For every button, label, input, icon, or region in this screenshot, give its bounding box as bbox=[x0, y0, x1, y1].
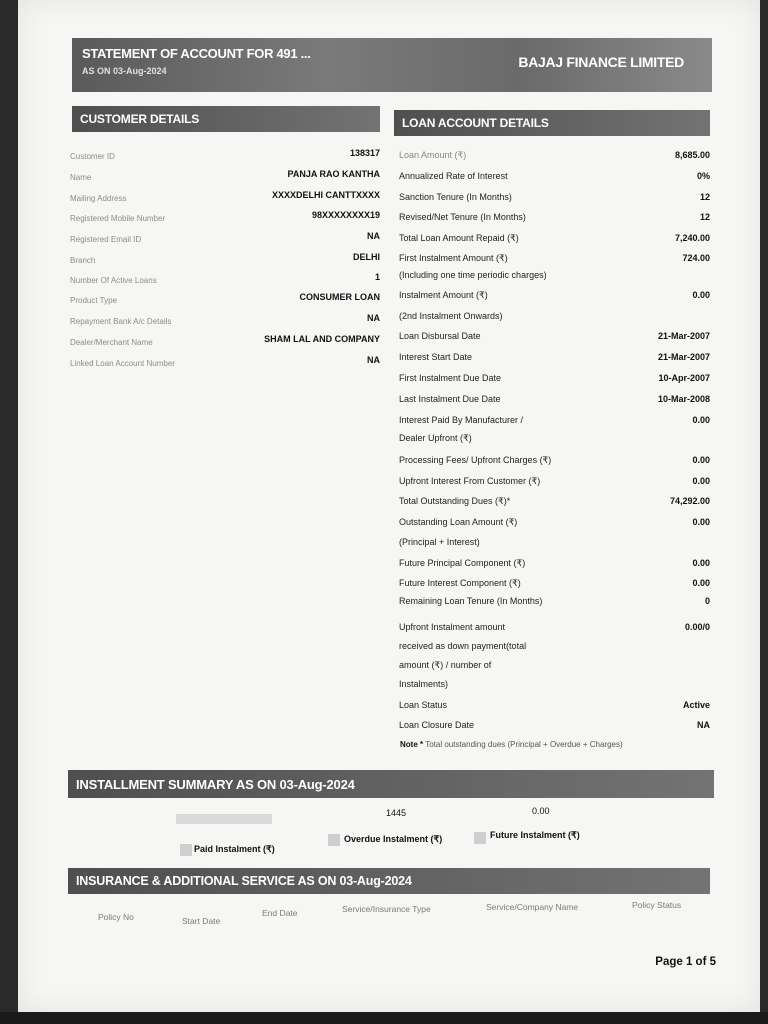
statement-date: AS ON 03-Aug-2024 bbox=[82, 66, 167, 76]
customer-field-value: DELHI bbox=[353, 252, 380, 262]
loan-field-value: 10-Mar-2008 bbox=[657, 394, 710, 404]
customer-field-label: Registered Mobile Number bbox=[70, 214, 166, 223]
loan-field-label: First Instalment Amount (₹) bbox=[399, 253, 508, 263]
loan-field-label: Dealer Upfront (₹) bbox=[399, 433, 472, 443]
loan-field-value: 21-Mar-2007 bbox=[657, 331, 710, 341]
loan-field-label: received as down payment(total bbox=[399, 641, 527, 651]
customer-field-value: 1 bbox=[374, 272, 380, 282]
customer-field-value: NA bbox=[367, 231, 380, 241]
loan-field-label: Future Principal Component (₹) bbox=[399, 558, 526, 568]
loan-field-value: 7,240.00 bbox=[674, 233, 710, 243]
customer-field-label: Repayment Bank A/c Details bbox=[70, 317, 172, 326]
loan-field-label: (Principal + Interest) bbox=[399, 537, 480, 547]
loan-field-value: 0.00 bbox=[692, 517, 710, 527]
loan-field-label: Last Instalment Due Date bbox=[399, 394, 501, 404]
insurance-section-title: INSURANCE & ADDITIONAL SERVICE AS ON 03-Aug-2024 bbox=[76, 874, 412, 888]
customer-field-label: Mailing Address bbox=[70, 194, 127, 203]
insurance-column-header: Service/Company Name bbox=[486, 902, 579, 912]
loan-field-label: Loan Disbursal Date bbox=[399, 331, 481, 341]
customer-field-label: Branch bbox=[70, 256, 96, 265]
loan-field-label: Loan Status bbox=[399, 700, 448, 710]
loan-field-value: 0.00 bbox=[692, 415, 710, 425]
loan-field-label: First Instalment Due Date bbox=[399, 373, 502, 383]
loan-field-value: 0.00/0 bbox=[684, 622, 710, 632]
loan-field-label: Interest Paid By Manufacturer / bbox=[399, 415, 524, 425]
insurance-header bbox=[68, 868, 710, 894]
loan-field-value: 74,292.00 bbox=[669, 496, 710, 506]
loan-field-label: Processing Fees/ Upfront Charges (₹) bbox=[399, 455, 552, 465]
future-legend-label: Future Instalment (₹) bbox=[490, 830, 580, 840]
overdue-legend-label: Overdue Instalment (₹) bbox=[344, 834, 443, 844]
loan-field-label: Future Interest Component (₹) bbox=[399, 578, 521, 588]
customer-field-value: 98XXXXXXXX19 bbox=[311, 210, 380, 220]
loan-field-label: Outstanding Loan Amount (₹) bbox=[399, 517, 518, 527]
customer-field-label: Linked Loan Account Number bbox=[70, 359, 175, 368]
installment-value-paid: 1445 bbox=[386, 808, 407, 818]
loan-field-label: Instalments) bbox=[399, 679, 449, 689]
loan-field-value: 0 bbox=[704, 596, 710, 606]
customer-field-value: XXXXDELHI CANTTXXXX bbox=[271, 190, 380, 200]
loan-field-value: 12 bbox=[699, 212, 710, 222]
customer-field-value: PANJA RAO KANTHA bbox=[287, 169, 380, 179]
customer-field-value: 138317 bbox=[349, 148, 380, 158]
customer-field-label: Dealer/Merchant Name bbox=[70, 338, 153, 347]
loan-field-label: Interest Start Date bbox=[399, 352, 473, 362]
loan-field-value: NA bbox=[697, 720, 710, 730]
installment-value-overdue: 0.00 bbox=[532, 806, 550, 816]
loan-field-label: (Including one time periodic charges) bbox=[399, 270, 547, 280]
customer-field-value: NA bbox=[367, 355, 380, 365]
customer-field-label: Name bbox=[70, 173, 92, 182]
note-label: Note * bbox=[400, 740, 424, 749]
loan-field-value: 0.00 bbox=[692, 578, 710, 588]
customer-section-title: CUSTOMER DETAILS bbox=[80, 112, 200, 126]
company-name: BAJAJ FINANCE LIMITED bbox=[518, 54, 684, 70]
customer-field-label: Customer ID bbox=[70, 152, 115, 161]
paid-legend-swatch bbox=[180, 844, 192, 856]
loan-field-label: Instalment Amount (₹) bbox=[399, 290, 488, 300]
insurance-column-header: Service/Insurance Type bbox=[342, 904, 431, 914]
note-text: Total outstanding dues (Principal + Overdue + Charges) bbox=[425, 740, 623, 749]
installment-summary-header bbox=[68, 770, 714, 798]
loan-field-label: Upfront Instalment amount bbox=[399, 622, 506, 632]
loan-field-label: Loan Amount (₹) bbox=[399, 150, 467, 160]
customer-field-value: CONSUMER LOAN bbox=[299, 292, 380, 302]
loan-field-value: 0.00 bbox=[692, 558, 710, 568]
insurance-column-header: Start Date bbox=[182, 916, 221, 926]
statement-header-band bbox=[72, 38, 712, 92]
bottom-edge bbox=[0, 1012, 768, 1024]
overdue-legend-swatch bbox=[328, 834, 340, 846]
loan-note bbox=[400, 740, 623, 749]
document-page bbox=[18, 0, 760, 1012]
installment-section-title: INSTALLMENT SUMMARY AS ON 03-Aug-2024 bbox=[76, 776, 355, 792]
loan-field-label: Sanction Tenure (In Months) bbox=[399, 192, 512, 202]
loan-field-label: Total Outstanding Dues (₹)* bbox=[399, 496, 511, 506]
customer-field-value: SHAM LAL AND COMPANY bbox=[264, 334, 380, 344]
loan-section-title: LOAN ACCOUNT DETAILS bbox=[402, 116, 549, 130]
insurance-column-header: End Date bbox=[262, 908, 298, 918]
loan-field-value: 0% bbox=[696, 171, 710, 181]
paid-legend-label: Paid Instalment (₹) bbox=[194, 844, 275, 854]
loan-field-label: Total Loan Amount Repaid (₹) bbox=[399, 233, 519, 243]
loan-field-label: Annualized Rate of Interest bbox=[399, 171, 508, 181]
insurance-column-header: Policy Status bbox=[632, 900, 682, 910]
customer-field-label: Number Of Active Loans bbox=[70, 276, 157, 285]
loan-field-label: Remaining Loan Tenure (In Months) bbox=[399, 596, 543, 606]
loan-field-value: 10-Apr-2007 bbox=[658, 373, 710, 383]
loan-field-value: 21-Mar-2007 bbox=[657, 352, 710, 362]
loan-field-label: Revised/Net Tenure (In Months) bbox=[399, 212, 526, 222]
customer-field-value: NA bbox=[367, 313, 380, 323]
loan-field-label: Loan Closure Date bbox=[399, 720, 475, 730]
loan-field-value: 0.00 bbox=[692, 476, 710, 486]
loan-field-value: 0.00 bbox=[692, 290, 710, 300]
loan-field-value: 8,685.00 bbox=[674, 150, 710, 160]
loan-field-value: Active bbox=[682, 700, 710, 710]
loan-field-value: 0.00 bbox=[692, 455, 710, 465]
statement-title: STATEMENT OF ACCOUNT FOR 491 ... bbox=[82, 46, 311, 61]
installment-bar bbox=[176, 814, 272, 824]
loan-field-value: 724.00 bbox=[682, 253, 710, 263]
loan-field-label: Upfront Interest From Customer (₹) bbox=[399, 476, 541, 486]
loan-details-header bbox=[394, 110, 710, 136]
customer-field-label: Registered Email ID bbox=[70, 235, 142, 244]
page-number: Page 1 of 5 bbox=[655, 956, 716, 968]
loan-field-label: amount (₹) / number of bbox=[399, 660, 492, 670]
customer-details-header bbox=[72, 106, 380, 132]
insurance-column-header: Policy No bbox=[98, 912, 134, 922]
loan-field-label: (2nd Instalment Onwards) bbox=[399, 311, 503, 321]
loan-field-value: 12 bbox=[699, 192, 710, 202]
customer-field-label: Product Type bbox=[70, 296, 117, 305]
future-legend-swatch bbox=[474, 832, 486, 844]
